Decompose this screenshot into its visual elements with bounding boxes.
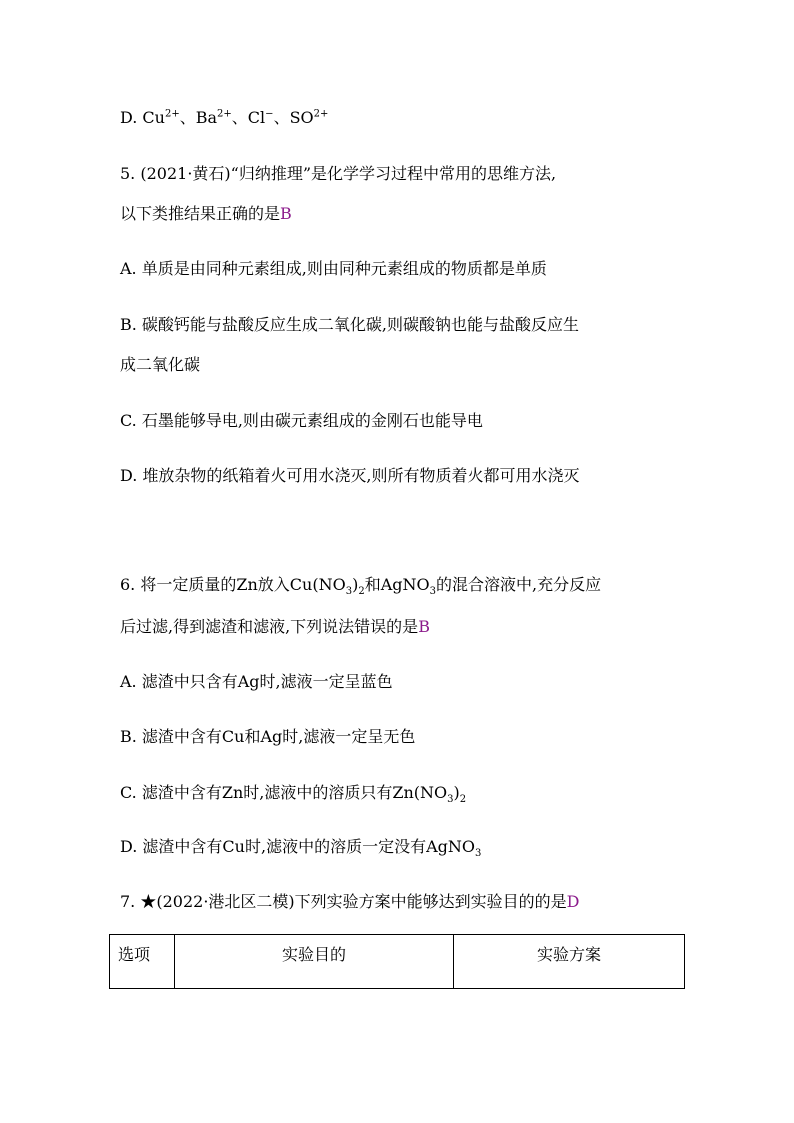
q6-option-a: A. 滤渣中只含有Ag时,滤液一定呈蓝色 bbox=[120, 672, 393, 691]
q5-option-b-line1: B. 碳酸钙能与盐酸反应生成二氧化碳,则碳酸钠也能与盐酸反应生 bbox=[120, 315, 580, 334]
ba-charge: 2+ bbox=[217, 108, 232, 120]
q4-option-d-text: 、Ba bbox=[179, 108, 218, 127]
q4-option-d-text: D. Cu bbox=[120, 108, 165, 127]
q6-stem-text: 后过滤,得到滤渣和滤液,下列说法错误的是 bbox=[120, 617, 419, 636]
subscript: 2 bbox=[459, 794, 467, 806]
table-header-purpose: 实验目的 bbox=[175, 935, 454, 989]
table-header-row bbox=[110, 935, 685, 989]
q4-option-d bbox=[120, 108, 328, 128]
q6-option-c bbox=[120, 783, 467, 806]
q4-option-d-text: 、SO bbox=[273, 108, 314, 127]
cl-charge: − bbox=[265, 108, 274, 120]
q6-option-b: B. 滤渣中含有Cu和Ag时,滤液一定呈无色 bbox=[120, 727, 416, 746]
subscript: 2 bbox=[358, 586, 365, 598]
table-header-scheme: 实验方案 bbox=[454, 935, 685, 989]
q6-stem-text: 6. 将一定质量的Zn放入Cu(NO bbox=[120, 575, 346, 594]
q6-option-c-text: C. 滤渣中含有Zn时,滤液中的溶质只有Zn(NO bbox=[120, 783, 448, 802]
q6-stem-text: 和AgNO bbox=[364, 575, 430, 594]
so-charge: 2+ bbox=[313, 108, 329, 120]
cu-charge: 2+ bbox=[164, 108, 180, 120]
q5-option-a: A. 单质是由同种元素组成,则由同种元素组成的物质都是单质 bbox=[120, 259, 547, 278]
q5-option-d: D. 堆放杂物的纸箱着火可用水浇灭,则所有物质着火都可用水浇灭 bbox=[120, 466, 580, 485]
subscript: 3 bbox=[474, 848, 482, 860]
q6-answer: B bbox=[418, 617, 430, 636]
subscript: 3 bbox=[447, 794, 454, 806]
q6-option-c-text: ) bbox=[453, 783, 460, 802]
q5-option-b-line2: 成二氧化碳 bbox=[120, 355, 201, 374]
q6-stem-text: ) bbox=[352, 575, 359, 594]
q5-stem-line2 bbox=[120, 204, 292, 224]
q4-option-d-text: 、Cl bbox=[231, 108, 266, 127]
q7-answer: D bbox=[566, 892, 580, 911]
subscript: 3 bbox=[429, 586, 436, 598]
q5-answer: B bbox=[280, 204, 292, 223]
q7-stem-text: 7. ★(2022·港北区二模)下列实验方案中能够达到实验目的的是 bbox=[120, 892, 567, 911]
q6-stem-text: 的混合溶液中,充分反应 bbox=[435, 575, 602, 594]
subscript: 3 bbox=[345, 586, 353, 598]
q6-stem-line2 bbox=[120, 617, 430, 637]
q5-stem-line1: 5. (2021·黄石)“归纳推理”是化学学习过程中常用的思维方法, bbox=[120, 164, 557, 183]
q6-option-d-text: D. 滤渣中含有Cu时,滤液中的溶质一定没有AgNO bbox=[120, 837, 475, 856]
q7-table bbox=[109, 934, 685, 989]
q7-stem bbox=[120, 892, 579, 912]
q5-stem-text: 以下类推结果正确的是 bbox=[120, 204, 281, 223]
q6-option-d bbox=[120, 837, 482, 860]
q6-stem-line1 bbox=[120, 575, 602, 598]
q5-option-c: C. 石墨能够导电,则由碳元素组成的金刚石也能导电 bbox=[120, 411, 483, 430]
table-header-option: 选项 bbox=[110, 935, 175, 989]
